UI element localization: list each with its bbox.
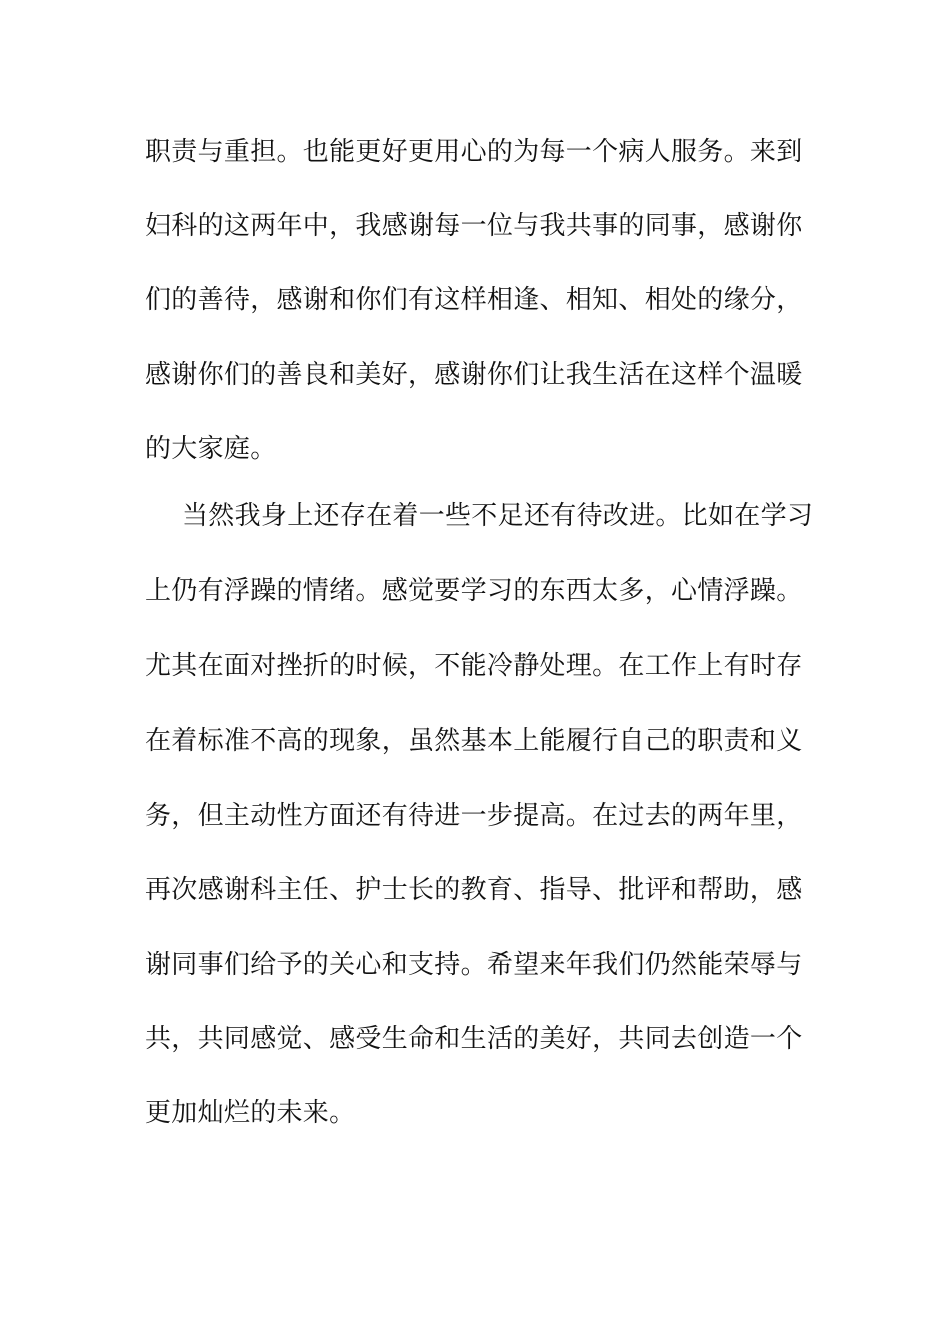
text-line: 尤其在面对挫折的时候，不能冷静处理。在工作上有时存	[145, 651, 803, 681]
text-line: 更加灿烂的未来。	[145, 1098, 356, 1128]
text-line: 当然我身上还存在着一些不足还有待改进。比如在学习	[182, 501, 814, 531]
text-line: 谢同事们给予的关心和支持。希望来年我们仍然能荣辱与	[145, 950, 803, 980]
text-line: 职责与重担。也能更好更用心的为每一个病人服务。来到	[145, 137, 803, 167]
text-line: 的大家庭。	[145, 434, 277, 464]
text-line: 们的善待，感谢和你们有这样相逢、相知、相处的缘分，	[145, 285, 803, 315]
text-line: 感谢你们的善良和美好，感谢你们让我生活在这样个温暖	[145, 360, 803, 390]
text-line: 在着标准不高的现象，虽然基本上能履行自己的职责和义	[145, 726, 803, 756]
text-line: 再次感谢科主任、护士长的教育、指导、批评和帮助，感	[145, 875, 803, 905]
text-line: 共，共同感觉、感受生命和生活的美好，共同去创造一个	[145, 1024, 803, 1054]
text-line: 妇科的这两年中，我感谢每一位与我共事的同事，感谢你	[145, 211, 803, 241]
text-line: 务，但主动性方面还有待进一步提高。在过去的两年里，	[145, 801, 803, 831]
text-line: 上仍有浮躁的情绪。感觉要学习的东西太多，心情浮躁。	[145, 576, 803, 606]
